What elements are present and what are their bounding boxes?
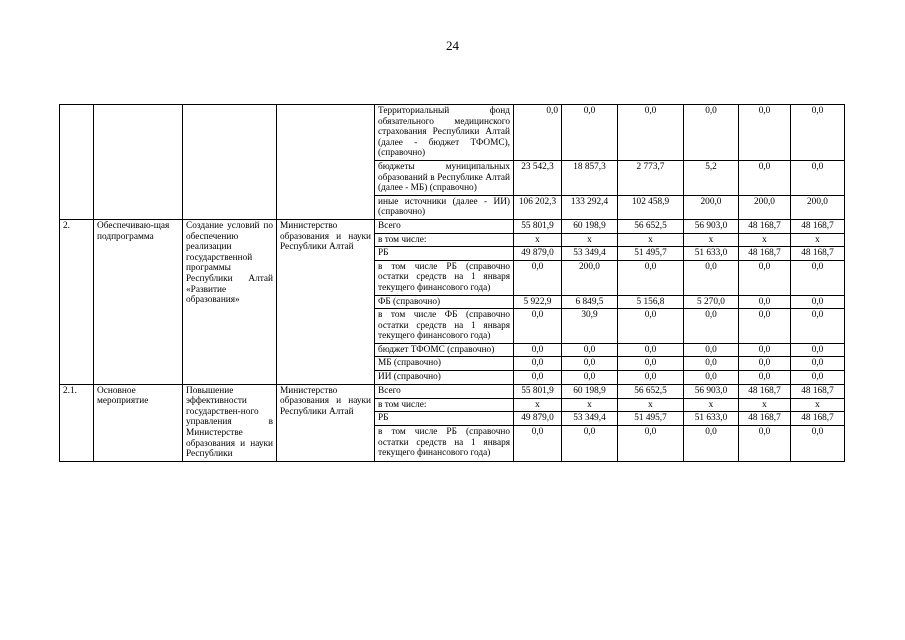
value-cell: 0,0: [618, 357, 684, 371]
value-cell: 0,0: [739, 357, 791, 371]
value-cell: 0,0: [739, 426, 791, 462]
value-cell: 0,0: [791, 343, 845, 357]
value-cell: 0,0: [791, 295, 845, 309]
value-cell: 30,9: [562, 309, 618, 344]
value-cell: 200,0: [684, 195, 739, 219]
value-cell: х: [739, 233, 791, 247]
value-cell: 0,0: [514, 309, 562, 344]
value-cell: 53 349,4: [562, 247, 618, 261]
value-cell: 0,0: [684, 260, 739, 295]
cell-empty: [60, 105, 94, 220]
value-cell: 0,0: [514, 426, 562, 462]
value-cell: 0,0: [618, 105, 684, 161]
value-cell: 133 292,4: [562, 195, 618, 219]
value-cell: 48 168,7: [791, 412, 845, 426]
value-cell: 0,0: [684, 357, 739, 371]
source-cell: Всего: [375, 384, 514, 398]
source-cell: в том числе РБ (справочно остатки средств на 1 января текущего финансового года): [375, 260, 514, 295]
value-cell: х: [618, 398, 684, 412]
value-cell: 56 903,0: [684, 219, 739, 233]
value-cell: 60 198,9: [562, 219, 618, 233]
value-cell: 0,0: [618, 260, 684, 295]
value-cell: 2 773,7: [618, 160, 684, 195]
value-cell: х: [684, 233, 739, 247]
program-type: Обеспечиваю-щая подпрограмма: [94, 219, 183, 384]
program-executor: Министерство образования и науки Республики Алтай: [277, 384, 375, 461]
source-cell: МБ (справочно): [375, 357, 514, 371]
value-cell: 51 633,0: [684, 247, 739, 261]
value-cell: 200,0: [791, 195, 845, 219]
source-cell: в том числе РБ (справочно остатки средств на 1 января текущего финансового года): [375, 426, 514, 462]
value-cell: 48 168,7: [791, 384, 845, 398]
value-cell: 0,0: [684, 371, 739, 385]
value-cell: х: [514, 398, 562, 412]
value-cell: 51 495,7: [618, 247, 684, 261]
value-cell: 53 349,4: [562, 412, 618, 426]
value-cell: 56 652,5: [618, 384, 684, 398]
value-cell: 0,0: [514, 371, 562, 385]
value-cell: х: [618, 233, 684, 247]
value-cell: 0,0: [618, 343, 684, 357]
value-cell: 0,0: [739, 160, 791, 195]
value-cell: 0,0: [514, 343, 562, 357]
value-cell: х: [514, 233, 562, 247]
value-cell: 0,0: [791, 426, 845, 462]
value-cell: 200,0: [562, 260, 618, 295]
source-cell: Территориальный фонд обязательного медицинского страхования Республики Алтай (далее - бюджет ТФОМС), (справочно): [375, 105, 514, 161]
program-type: Основное мероприятие: [94, 384, 183, 461]
value-cell: 0,0: [791, 160, 845, 195]
value-cell: 48 168,7: [739, 412, 791, 426]
cell-empty: [277, 105, 375, 220]
value-cell: 0,0: [514, 260, 562, 295]
value-cell: 0,0: [791, 105, 845, 161]
value-cell: 56 903,0: [684, 384, 739, 398]
value-cell: х: [791, 398, 845, 412]
value-cell: 0,0: [618, 426, 684, 462]
value-cell: х: [562, 233, 618, 247]
value-cell: 0,0: [791, 309, 845, 344]
value-cell: 0,0: [562, 105, 618, 161]
source-cell: в том числе:: [375, 233, 514, 247]
value-cell: 0,0: [791, 260, 845, 295]
value-cell: 51 633,0: [684, 412, 739, 426]
value-cell: 0,0: [739, 105, 791, 161]
value-cell: 0,0: [684, 309, 739, 344]
value-cell: 5 922,9: [514, 295, 562, 309]
cell-empty: [183, 105, 277, 220]
source-cell: Всего: [375, 219, 514, 233]
value-cell: 5,2: [684, 160, 739, 195]
source-cell: бюджет ТФОМС (справочно): [375, 343, 514, 357]
value-cell: 0,0: [739, 371, 791, 385]
value-cell: 0,0: [562, 371, 618, 385]
value-cell: 0,0: [514, 357, 562, 371]
value-cell: х: [684, 398, 739, 412]
value-cell: 0,0: [684, 343, 739, 357]
value-cell: 0,0: [739, 295, 791, 309]
value-cell: 200,0: [739, 195, 791, 219]
table-row: [60, 219, 845, 233]
value-cell: 0,0: [791, 357, 845, 371]
value-cell: 18 857,3: [562, 160, 618, 195]
value-cell: х: [562, 398, 618, 412]
value-cell: 0,0: [739, 260, 791, 295]
value-cell: х: [791, 233, 845, 247]
cell-empty: [94, 105, 183, 220]
value-cell: 48 168,7: [791, 219, 845, 233]
value-cell: 6 849,5: [562, 295, 618, 309]
value-cell: 49 879,0: [514, 412, 562, 426]
value-cell: 0,0: [791, 371, 845, 385]
source-cell: ИИ (справочно): [375, 371, 514, 385]
table-row: [60, 384, 845, 398]
value-cell: 0,0: [562, 343, 618, 357]
value-cell: 0,0: [562, 426, 618, 462]
row-number: 2.1.: [60, 384, 94, 461]
value-cell: 5 270,0: [684, 295, 739, 309]
source-cell: в том числе:: [375, 398, 514, 412]
source-cell: РБ: [375, 247, 514, 261]
value-cell: 0,0: [684, 105, 739, 161]
value-cell: 56 652,5: [618, 219, 684, 233]
source-cell: иные источники (далее - ИИ) (справочно): [375, 195, 514, 219]
value-cell: 55 801,9: [514, 219, 562, 233]
value-cell: х: [739, 398, 791, 412]
value-cell: 48 168,7: [791, 247, 845, 261]
value-cell: 48 168,7: [739, 384, 791, 398]
value-cell: 23 542,3: [514, 160, 562, 195]
value-cell: 106 202,3: [514, 195, 562, 219]
table-body: [60, 105, 845, 462]
value-cell: 51 495,7: [618, 412, 684, 426]
value-cell: 0,0: [562, 357, 618, 371]
value-cell: 48 168,7: [739, 247, 791, 261]
value-cell: 0,0: [618, 309, 684, 344]
value-cell: 102 458,9: [618, 195, 684, 219]
source-cell: РБ: [375, 412, 514, 426]
page-number: 24: [446, 38, 459, 53]
table-row: [60, 105, 845, 161]
program-name: Повышение эффективности государствен-ного управления в Министерстве образования и науки Республики: [183, 384, 277, 461]
source-cell: в том числе ФБ (справочно остатки средств на 1 января текущего финансового года): [375, 309, 514, 344]
row-number: 2.: [60, 219, 94, 384]
source-cell: бюджеты муниципальных образований в Республике Алтай (далее - МБ) (справочно): [375, 160, 514, 195]
program-name: Создание условий по обеспечению реализации государственной программы Республики Алтай «Развитие образования»: [183, 219, 277, 384]
value-cell: 48 168,7: [739, 219, 791, 233]
value-cell: 0,0: [618, 371, 684, 385]
value-cell: 0,0: [739, 343, 791, 357]
value-cell: 49 879,0: [514, 247, 562, 261]
value-cell: 55 801,9: [514, 384, 562, 398]
source-cell: ФБ (справочно): [375, 295, 514, 309]
program-executor: Министерство образования и науки Республики Алтай: [277, 219, 375, 384]
value-cell: 0,0: [684, 426, 739, 462]
value-cell: 0,0: [514, 105, 562, 161]
value-cell: 60 198,9: [562, 384, 618, 398]
value-cell: 0,0: [739, 309, 791, 344]
budget-table: [59, 104, 845, 462]
value-cell: 5 156,8: [618, 295, 684, 309]
